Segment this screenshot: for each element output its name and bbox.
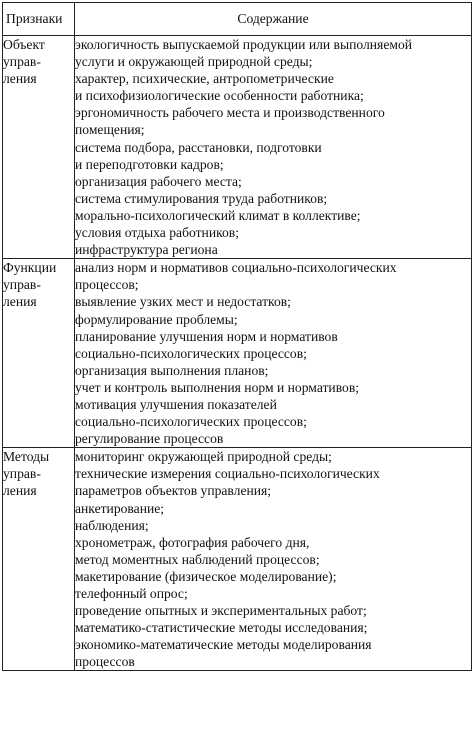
content-line: инфраструктура региона [75,242,218,258]
content-line: процессов [75,654,135,670]
content-line: анкетирование; [75,500,165,516]
feature-label: Объект управ- ления [3,37,45,87]
content-line: и переподготовки кадров; [75,156,224,172]
features-content-table [2,2,472,671]
content-line: социально-психологических процессов; [75,414,307,430]
content-line: социально-психологических процессов; [75,345,307,361]
content-line: эргономичность рабочего места и производственного [75,105,385,121]
content-line: телефонный опрос; [75,586,188,601]
content-line: проведение опытных и экспериментальных работ; [75,603,367,619]
content-line: экологичность выпускаемой продукции или выполняемой [75,37,413,52]
table-row-functions [3,259,472,448]
content-line: и психофизиологические особенности работника; [75,88,364,104]
content-line: мотивация улучшения показателей [75,396,277,412]
content-line: метод моментных наблюдений процессов; [75,551,320,567]
content-line: характер, психические, антропометрические [75,71,334,87]
feature-cell [3,448,75,671]
content-cell [75,448,472,671]
content-line: макетирование (физическое моделирование); [75,568,337,584]
content-line: хронометраж, фотография рабочего дня, [75,534,310,550]
feature-cell [3,36,75,259]
content-line: услуги и окружающей природной среды; [75,54,313,70]
content-line: условия отдыха работников; [75,225,239,241]
feature-label: Функции управ- ления [3,260,57,310]
content-line: анализ норм и нормативов социально-психологических [75,260,397,276]
content-line: помещения; [75,122,145,138]
content-line: система стимулирования труда работников; [75,190,328,206]
header-content: Содержание [75,3,472,36]
content-line: математико-статистические методы исследования; [75,620,368,636]
content-line: регулирование процессов [75,431,224,447]
content-line: морально-психологический климат в коллективе; [75,207,361,223]
table-row-object [3,36,472,259]
content-line: учет и контроль выполнения норм и нормативов; [75,379,360,395]
content-cell [75,36,472,259]
content-line: организация выполнения планов; [75,362,269,378]
content-line: планирование улучшения норм и нормативов [75,328,338,344]
content-line: выявление узких мест и недостатков; [75,294,291,310]
content-line: мониторинг окружающей природной среды; [75,449,332,465]
header-features: Признаки [3,3,75,36]
content-line: система подбора, расстановки, подготовки [75,139,322,155]
content-line: формулирование проблемы; [75,311,238,327]
content-line: технические измерения социально-психологических [75,466,380,482]
table-row-methods [3,448,472,671]
feature-cell [3,259,75,448]
feature-label: Методы управ- ления [3,449,50,499]
table-header-row [3,3,472,36]
content-cell [75,259,472,448]
content-line: параметров объектов управления; [75,483,272,499]
content-line: наблюдения; [75,517,149,533]
content-line: процессов; [75,277,139,293]
content-line: экономико-математические методы моделирования [75,637,372,653]
content-line: организация рабочего места; [75,173,242,189]
